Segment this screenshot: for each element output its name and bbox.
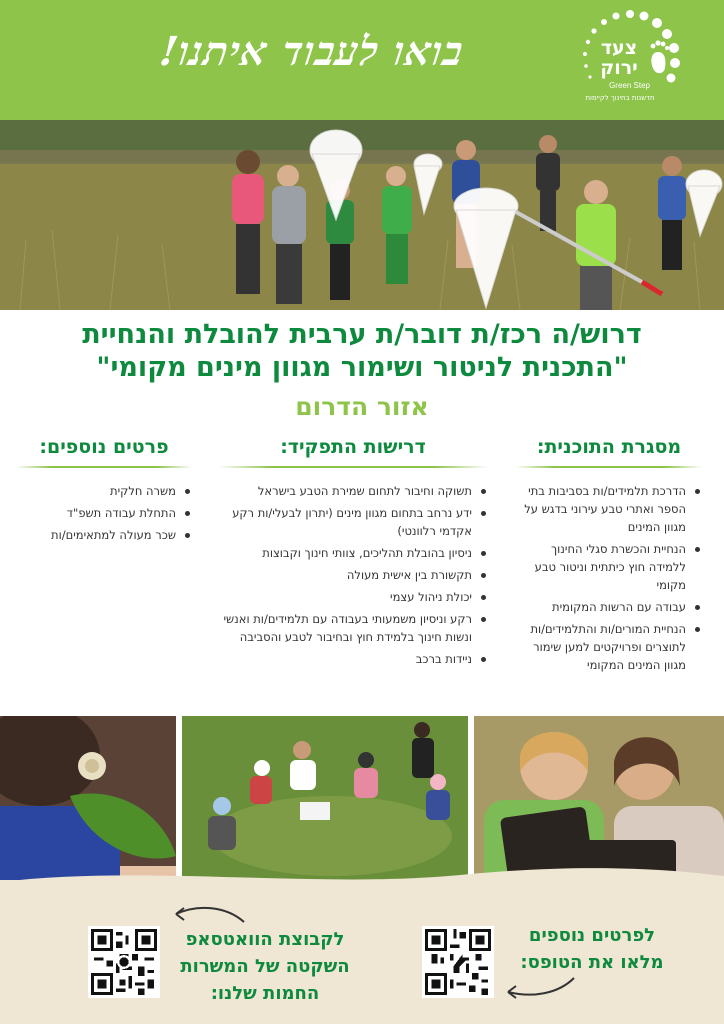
list-item: תשוקה וחיבור לתחום שמירת הטבע בישראל <box>218 482 488 500</box>
children-with-nets-illustration <box>0 120 724 310</box>
job-title-line2: "התכנית לניטור ושימור מגוון מינים מקומי" <box>96 352 628 383</box>
logo-name-line2: ירוק <box>600 57 638 79</box>
list-item: משרה חלקית <box>16 482 192 500</box>
job-title <box>20 318 704 384</box>
whatsapp-qr-code[interactable] <box>88 926 160 998</box>
form-details-text: לפרטים נוספים מלאו את הטופס: <box>520 925 664 973</box>
job-title-line1: דרוש/ה רכז/ת דובר/ת ערבית להובלת והנחיית <box>82 319 642 350</box>
column-divider <box>16 466 192 468</box>
slogan: בואו לעבוד איתנו! <box>156 28 467 75</box>
column-divider <box>516 466 702 468</box>
list-item: ניסיון בהובלת תהליכים, צוותי חינוך וקבוצות <box>218 544 488 562</box>
list-item: הדרכת תלמידים/ות בסביבות בתי הספר ואתרי טבע עירוני בדגש על מגוון המינים <box>516 482 702 536</box>
job-requirements-list <box>218 482 488 668</box>
column-title: מסגרת התוכנית: <box>536 436 682 458</box>
list-item: הנחיית והכשרת סגלי החינוך ללמידה חוץ כיתתית וניטור טבע מקומי <box>516 540 702 594</box>
form-qr-code[interactable] <box>422 926 494 998</box>
program-framework-column <box>516 436 702 678</box>
logo-name-line1: צעד <box>600 37 638 59</box>
form-qr-code-icon <box>425 929 491 995</box>
list-item: יכולת ניהול עצמי <box>218 588 488 606</box>
foot-icon <box>644 38 674 78</box>
list-item: ניידות ברכב <box>218 650 488 668</box>
logo-tagline: חדשנות בחינוך לקיימות <box>585 94 655 102</box>
logo-name <box>594 38 644 78</box>
list-item: עבודה עם הרשות המקומית <box>516 598 702 616</box>
whatsapp-group-text: לקבוצת הוואטסאפ השקטה של המשרות החמות שלנו: <box>180 929 350 1004</box>
more-details-column <box>16 436 192 548</box>
list-item: שכר מעולה למתאימים/ות <box>16 526 192 544</box>
column-title: דרישות התפקיד: <box>280 436 426 458</box>
whatsapp-qr-code-icon <box>91 929 157 995</box>
top-photo-children-field <box>0 120 724 310</box>
curved-arrow-icon <box>168 900 248 930</box>
region-label: אזור הדרום <box>295 392 429 421</box>
job-requirements-column <box>218 436 488 672</box>
curved-arrow-icon <box>498 972 578 1002</box>
column-divider <box>218 466 488 468</box>
logo-english-name: Green Step <box>609 81 650 90</box>
program-framework-list <box>516 482 702 674</box>
list-item: תקשורת בין אישית מעולה <box>218 566 488 584</box>
list-item: רקע וניסיון משמעותי בעבודה עם תלמידים/ות ואנשי ונשות חינוך בלמידת חוץ ובחיבור לטבע והסביבה <box>218 610 488 646</box>
more-details-list <box>16 482 192 544</box>
list-item: הנחיית המורים/ות והתלמידים/ות לתוצרים ופרויקטים למען שימור מגוון המינים המקומי <box>516 620 702 674</box>
list-item: התחלת עבודה תשפ"ד <box>16 504 192 522</box>
list-item: ידע נרחב בתחום מגוון מינים (יתרון לבעלי/ות רקע אקדמי רלוונטי) <box>218 504 488 540</box>
column-title: פרטים נוספים: <box>39 436 169 458</box>
green-step-logo <box>570 8 690 112</box>
